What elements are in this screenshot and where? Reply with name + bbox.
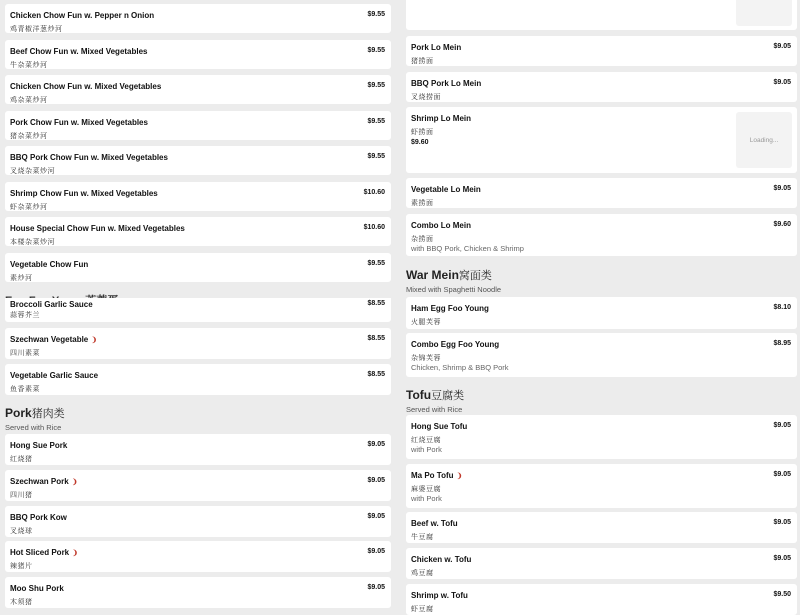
menu-item[interactable] (406, 297, 797, 329)
item-chinese-name: 素捞面 (411, 200, 434, 207)
item-chinese-name: 叉烧捞面 (411, 94, 441, 101)
section-subtitle: Served with Rice (406, 405, 463, 414)
item-chinese-name: 四川素菜 (10, 350, 40, 357)
item-name-text: Ma Po Tofu (411, 471, 454, 480)
item-description: Chicken, Shrimp & BBQ Pork (411, 363, 509, 372)
item-price: $9.05 (773, 185, 791, 192)
item-price: $10.60 (363, 189, 385, 196)
item-price: $9.55 (367, 11, 385, 18)
menu-item[interactable] (406, 548, 797, 579)
section-title-tofu (406, 387, 464, 403)
item-price: $8.55 (367, 335, 385, 342)
menu-item[interactable] (406, 72, 797, 102)
item-name: House Special Chow Fun w. Mixed Vegetables (10, 224, 185, 233)
item-chinese-name: 叉烧球 (10, 528, 33, 535)
menu-item[interactable] (5, 217, 391, 246)
menu-item[interactable] (5, 298, 391, 322)
menu-item[interactable] (5, 75, 391, 104)
item-chinese-name: 叉烧杂菜炒河 (10, 168, 55, 175)
menu-item[interactable] (406, 415, 797, 459)
item-name: Chicken Chow Fun w. Mixed Vegetables (10, 82, 162, 91)
menu-item[interactable] (5, 146, 391, 175)
item-name: Shrimp w. Tofu (411, 591, 468, 600)
item-name: Shrimp Chow Fun w. Mixed Vegetables (10, 189, 158, 198)
item-price: $9.05 (367, 513, 385, 520)
item-chinese-name: 鸡杂菜炒河 (10, 97, 48, 104)
item-chinese-name: 鱼香素菜 (10, 386, 40, 393)
item-name: Vegetable Lo Mein (411, 185, 481, 194)
menu-item[interactable] (406, 512, 797, 543)
item-chinese-name: 麻婆豆腐 (411, 486, 441, 493)
item-price: $8.10 (773, 304, 791, 311)
item-chinese-name: 木须猪 (10, 599, 33, 606)
section-title-war-mein (406, 267, 492, 283)
item-description: with BBQ Pork, Chicken & Shrimp (411, 244, 524, 253)
item-description: with Pork (411, 494, 442, 503)
item-chinese-name: 红烧豆腐 (411, 437, 441, 444)
spicy-pepper-icon: ❩ (456, 473, 463, 480)
section-title-chinese: 猪肉类 (31, 408, 65, 420)
item-chinese-name: 鸡青椒洋葱炒河 (10, 26, 63, 33)
item-price: $9.05 (367, 477, 385, 484)
item-chinese-name: 虾杂菜炒河 (10, 204, 48, 211)
item-price: $10.60 (363, 224, 385, 231)
section-title-text: Tofu (406, 388, 432, 402)
item-name-text: Szechwan Vegetable (10, 335, 89, 344)
item-name: Ham Egg Foo Young (411, 304, 489, 313)
item-image-placeholder (736, 0, 792, 26)
item-name: Shrimp Lo Mein (411, 114, 471, 123)
item-name: Vegetable Chow Fun (10, 260, 89, 269)
item-name: BBQ Pork Lo Mein (411, 79, 482, 88)
item-chinese-name: 蒜蓉芥兰 (10, 312, 40, 319)
item-chinese-name: 鸡豆腐 (411, 570, 434, 577)
item-price: $9.55 (367, 82, 385, 89)
item-name: Beef Chow Fun w. Mixed Vegetables (10, 47, 148, 56)
item-price: $9.05 (367, 584, 385, 591)
section-title-text: War Mein (406, 268, 459, 282)
section-title-text: Pork (5, 406, 32, 420)
item-image-placeholder (736, 112, 792, 168)
item-price: $9.05 (773, 79, 791, 86)
item-price: $9.05 (773, 555, 791, 562)
item-name (10, 548, 78, 557)
item-name: BBQ Pork Kow (10, 513, 67, 522)
item-price: $9.55 (367, 118, 385, 125)
item-chinese-name: 牛豆腐 (411, 534, 434, 541)
item-name: Combo Egg Foo Young (411, 340, 500, 349)
item-price: $9.05 (367, 441, 385, 448)
item-chinese-name: 素炒河 (10, 275, 33, 282)
item-price: $9.60 (773, 221, 791, 228)
spicy-pepper-icon: ❩ (71, 479, 78, 486)
section-subtitle: Mixed with Spaghetti Noodle (406, 285, 502, 294)
menu-item[interactable] (5, 253, 391, 282)
item-chinese-name: 猪捞面 (411, 58, 434, 65)
item-chinese-name: 猪杂菜炒河 (10, 133, 48, 140)
item-name (10, 477, 78, 486)
item-name: Pork Lo Mein (411, 43, 462, 52)
item-price: $9.05 (773, 43, 791, 50)
menu-item[interactable] (406, 464, 797, 508)
menu-item[interactable] (406, 178, 797, 208)
item-chinese-name: 牛杂菜炒河 (10, 62, 48, 69)
menu-item[interactable] (5, 541, 391, 572)
menu-item[interactable] (5, 40, 391, 69)
item-name: Beef w. Tofu (411, 519, 458, 528)
menu-item[interactable] (406, 36, 797, 66)
item-name: Hong Sue Tofu (411, 422, 468, 431)
item-price: $9.05 (773, 519, 791, 526)
menu-item[interactable] (5, 111, 391, 140)
menu-item[interactable] (5, 470, 391, 501)
item-price: $8.95 (773, 340, 791, 347)
item-chinese-name: 本楼杂菜炒河 (10, 239, 55, 246)
item-price: $9.55 (367, 260, 385, 267)
menu-item[interactable] (406, 333, 797, 377)
item-name: BBQ Pork Chow Fun w. Mixed Vegetables (10, 153, 168, 162)
spicy-pepper-icon: ❩ (72, 550, 78, 557)
item-name: Hong Sue Pork (10, 441, 68, 450)
section-title-chinese: 豆腐类 (431, 390, 465, 402)
item-description: with Pork (411, 445, 442, 454)
item-chinese-name: 红烧猪 (10, 456, 33, 463)
menu-item[interactable] (406, 214, 797, 256)
section-subtitle: Served with Rice (5, 423, 62, 432)
menu-item[interactable] (5, 364, 391, 395)
item-price: $9.05 (773, 471, 791, 478)
item-name (411, 471, 462, 480)
menu-item[interactable] (5, 434, 391, 465)
item-chinese-name: 杂捞面 (411, 236, 434, 243)
menu-item[interactable] (406, 107, 797, 173)
menu-item[interactable] (5, 577, 391, 608)
item-chinese-name: 虾捞面 (411, 129, 434, 136)
item-name: Chicken w. Tofu (411, 555, 472, 564)
item-price: $9.60 (411, 139, 429, 146)
item-name-text: Hot Sliced Pork (10, 548, 70, 557)
item-name (10, 335, 97, 344)
menu-item[interactable] (5, 4, 391, 33)
loading-text: Loading... (749, 136, 779, 144)
item-name-text: Szechwan Pork (10, 477, 69, 486)
item-name: Pork Chow Fun w. Mixed Vegetables (10, 118, 148, 127)
item-price: $8.55 (367, 371, 385, 378)
menu-item[interactable] (5, 328, 391, 359)
item-name: Moo Shu Pork (10, 584, 64, 593)
item-price: $9.05 (773, 422, 791, 429)
item-name: Vegetable Garlic Sauce (10, 371, 99, 380)
item-chinese-name: 辣猪片 (10, 563, 33, 570)
item-name: Chicken Chow Fun w. Pepper n Onion (10, 11, 155, 20)
item-chinese-name: 杂锦芙蓉 (411, 355, 441, 362)
section-title-pork (5, 405, 65, 421)
menu-item[interactable] (5, 506, 391, 537)
menu-item-partial[interactable] (406, 0, 797, 30)
menu-item[interactable] (5, 182, 391, 211)
item-chinese-name: 火腿芙蓉 (411, 319, 441, 326)
item-price: $9.50 (773, 591, 791, 598)
item-chinese-name: 虾豆腐 (411, 606, 434, 613)
item-price: $9.55 (367, 153, 385, 160)
item-chinese-name: 四川猪 (10, 492, 33, 499)
item-price: $9.55 (367, 47, 385, 54)
item-name: Combo Lo Mein (411, 221, 471, 230)
section-title-chinese: 窝面类 (458, 270, 492, 282)
item-price: $9.05 (367, 548, 385, 555)
item-name: Broccoli Garlic Sauce (10, 300, 93, 309)
item-price: $8.55 (367, 300, 385, 307)
spicy-pepper-icon: ❩ (91, 337, 98, 344)
